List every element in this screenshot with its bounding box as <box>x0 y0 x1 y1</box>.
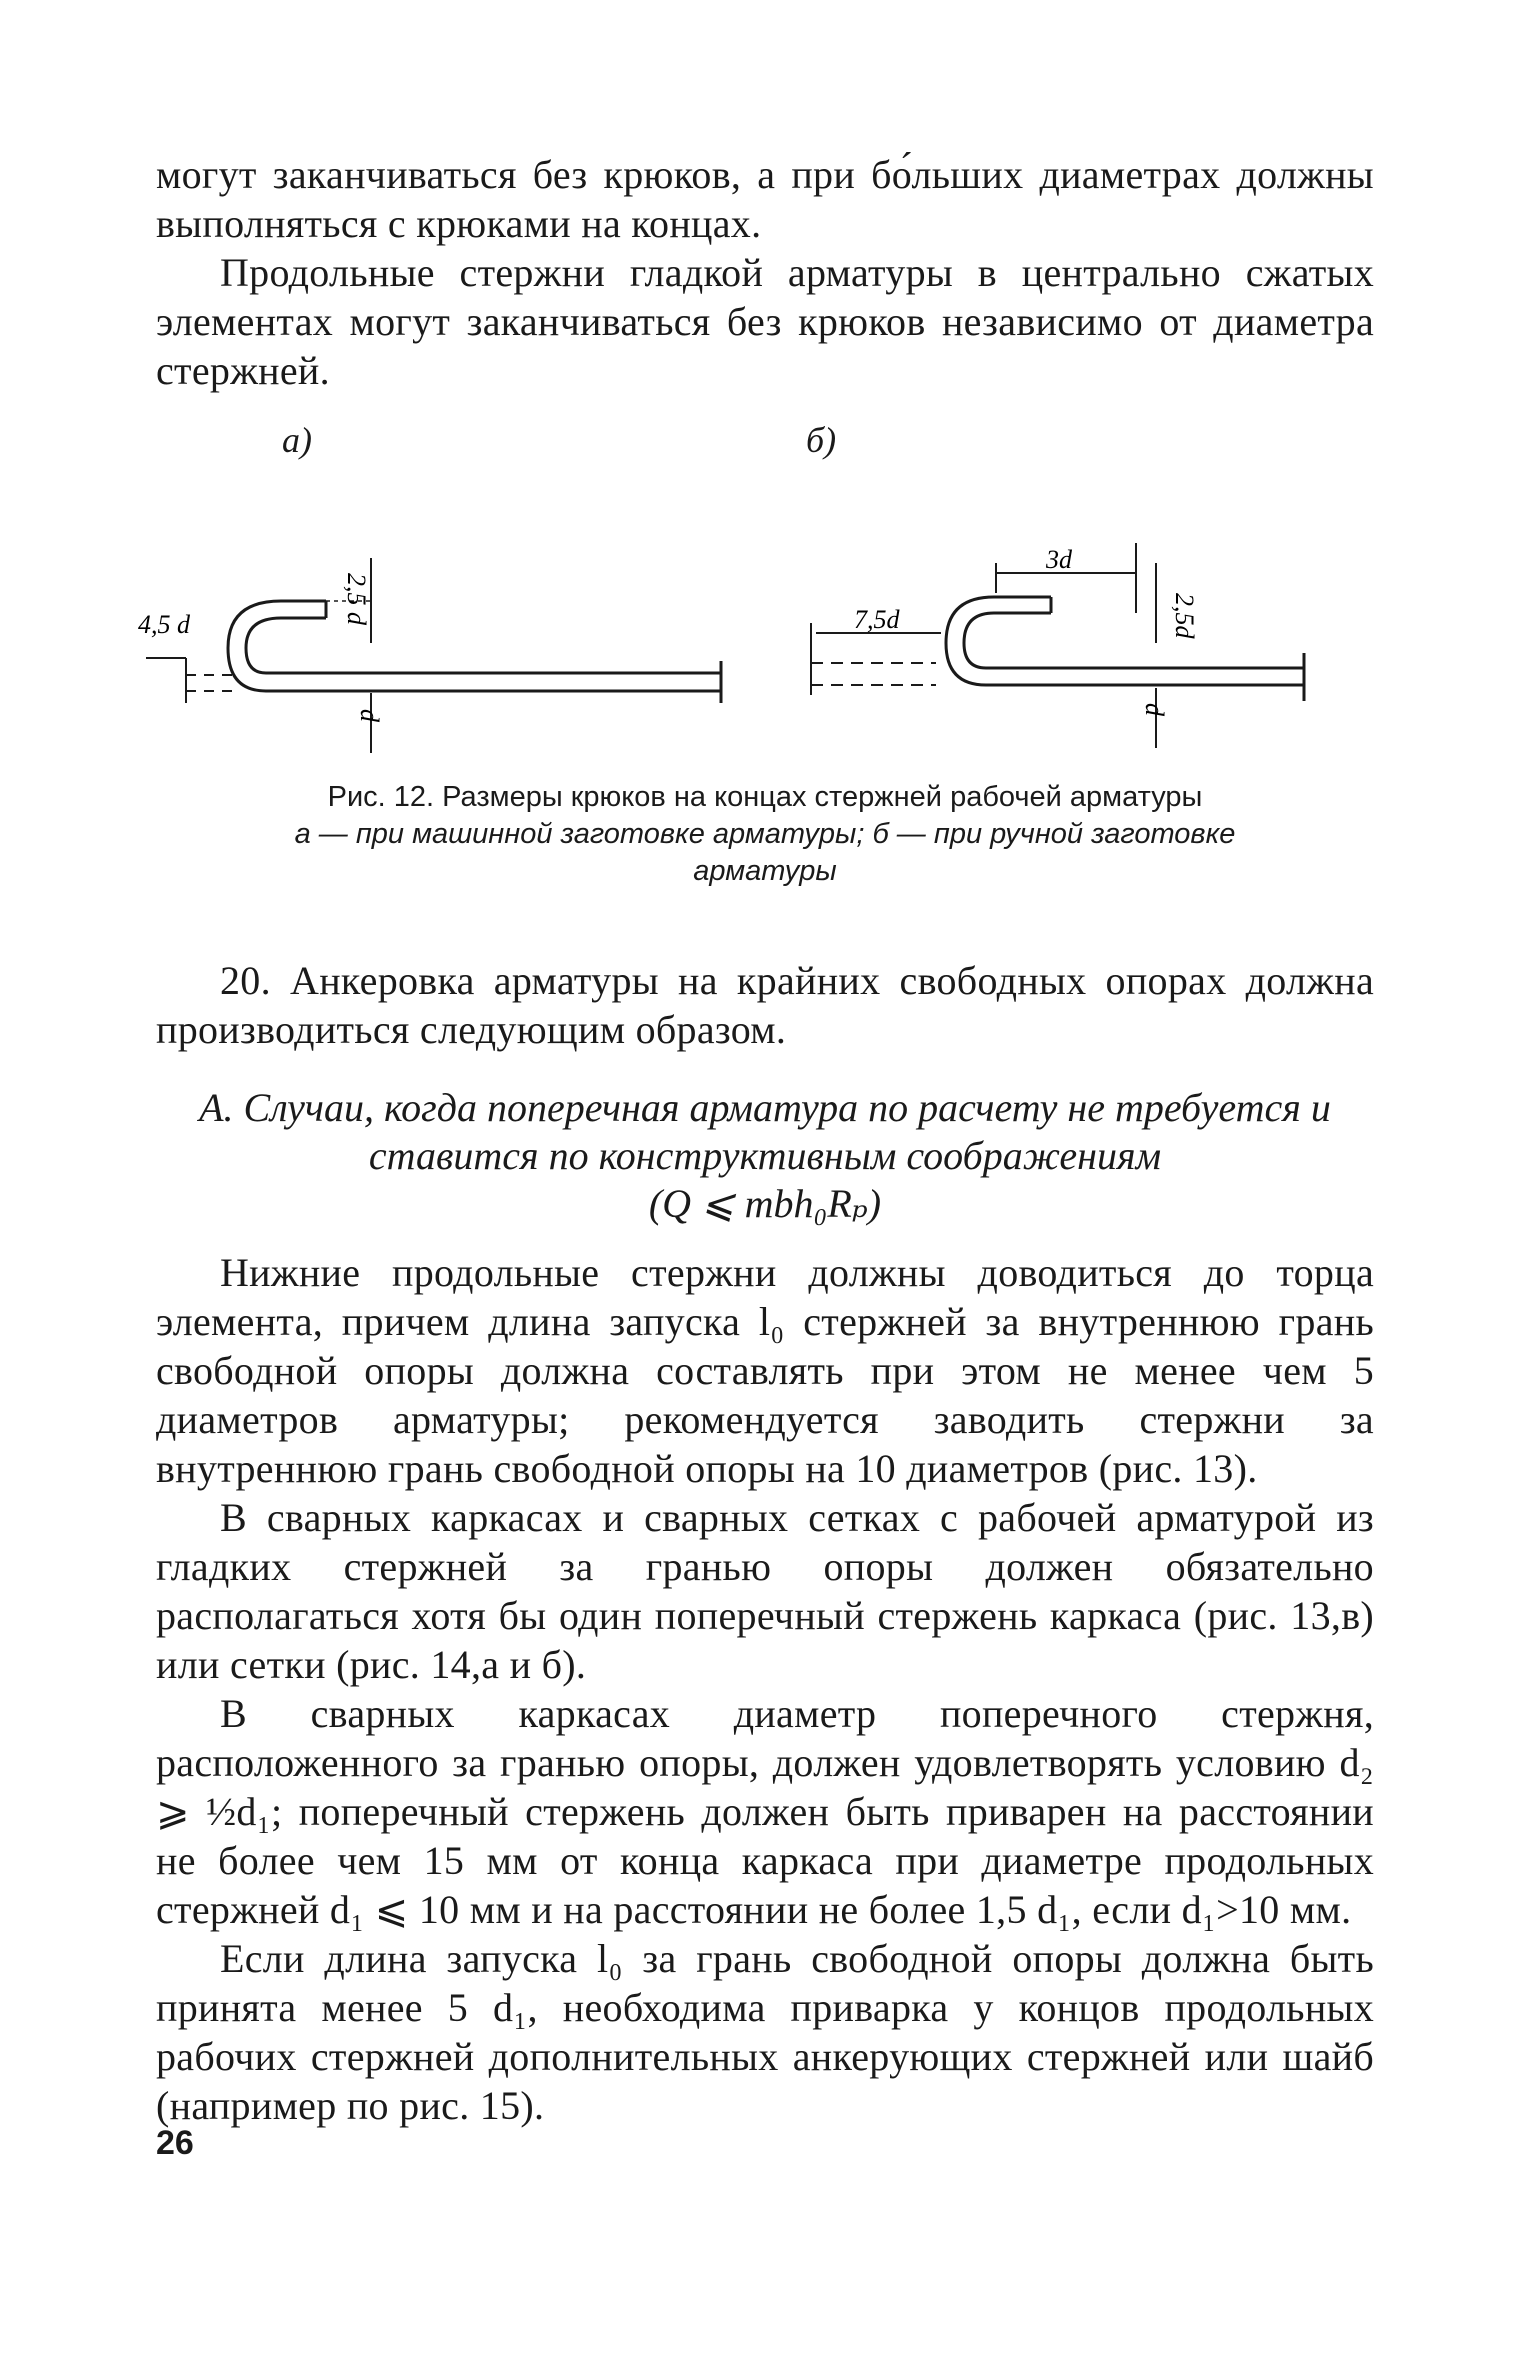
page-number: 26 <box>156 2124 194 2162</box>
section-a-formula: (Q ⩽ mbh₀Rₚ) <box>648 1181 882 1226</box>
dim-b-bar: d <box>1140 703 1169 716</box>
hook-diagram-a <box>146 558 721 753</box>
section-a-heading: А. Случаи, когда поперечная арматура по расчету не требуется и ставится по конструктивным соображениям <box>199 1085 1331 1178</box>
dim-a-height: 2,5 d <box>342 573 371 625</box>
page-content <box>138 150 1374 2130</box>
figure-label-b: б) <box>806 420 837 460</box>
paragraph-transverse-diameter: В сварных каркасах диаметр поперечного стержня, расположенного за гранью опоры, должен удовлетворять условию d₂ ⩾ ½d₁; поперечный стержень должен быть приварен на расстоянии не более чем 15 мм от конца каркаса при диаметре продольных стержней d₁ ⩽ 10 мм и на расстоянии не более 1,5 d₁, если d₁>10 мм. <box>156 1691 1374 1932</box>
dim-a-radius: 4,5 d <box>138 610 190 639</box>
paragraph-anchorage-length: Если длина запуска l₀ за грань свободной опоры должна быть принята менее 5 d₁, необходима приварка у концов продольных рабочих стержней дополнительных анкерующих стержней или шайб (например по рис. 15). <box>156 1936 1374 2128</box>
paragraph-welded-frames: В сварных каркасах и сварных сетках с рабочей арматурой из гладких стержней за гранью опоры должен обязательно располагаться хотя бы один поперечный стержень каркаса (рис. 13,в) или сетки (рис. 14,а и б). <box>156 1495 1374 1687</box>
figure-12 <box>138 413 1374 773</box>
dim-b-radius: 7,5d <box>854 605 900 634</box>
caption-legend: а — при машинной заготовке арматуры; б — при ручной заготовке арматуры <box>294 818 1236 887</box>
paragraph-lower-bars: Нижние продольные стержни должны доводиться до торца элемента, причем длина запуска l₀ стержней за внутреннюю грань свободной опоры должна составлять при этом не менее чем 5 диаметров арматуры; рекомендуется заводить стержни за внутреннюю грань свободной опоры на 10 диаметров (рис. 13). <box>156 1250 1374 1491</box>
caption-title: Рис. 12. Размеры крюков на концах стержней рабочей арматуры <box>327 781 1203 813</box>
hook-diagrams <box>138 413 1374 773</box>
dim-a-bar: d <box>355 709 384 722</box>
figure-label-a: а) <box>282 420 312 460</box>
dim-b-height: 2,5d <box>1170 593 1199 639</box>
paragraph-20: 20. Анкеровка арматуры на крайних свободных опорах должна производиться следующим образом. <box>156 958 1374 1052</box>
dim-b-top: 3d <box>1046 545 1072 574</box>
paragraph-continuation: могут заканчиваться без крюков, а при бо́льших диаметрах должны выполняться с крюками на концах. <box>156 152 1374 246</box>
paragraph-longitudinal-bars: Продольные стержни гладкой арматуры в центрально сжатых элементах могут заканчиваться без крюков независимо от диаметра стержней. <box>156 250 1374 393</box>
figure-caption <box>235 779 1295 890</box>
